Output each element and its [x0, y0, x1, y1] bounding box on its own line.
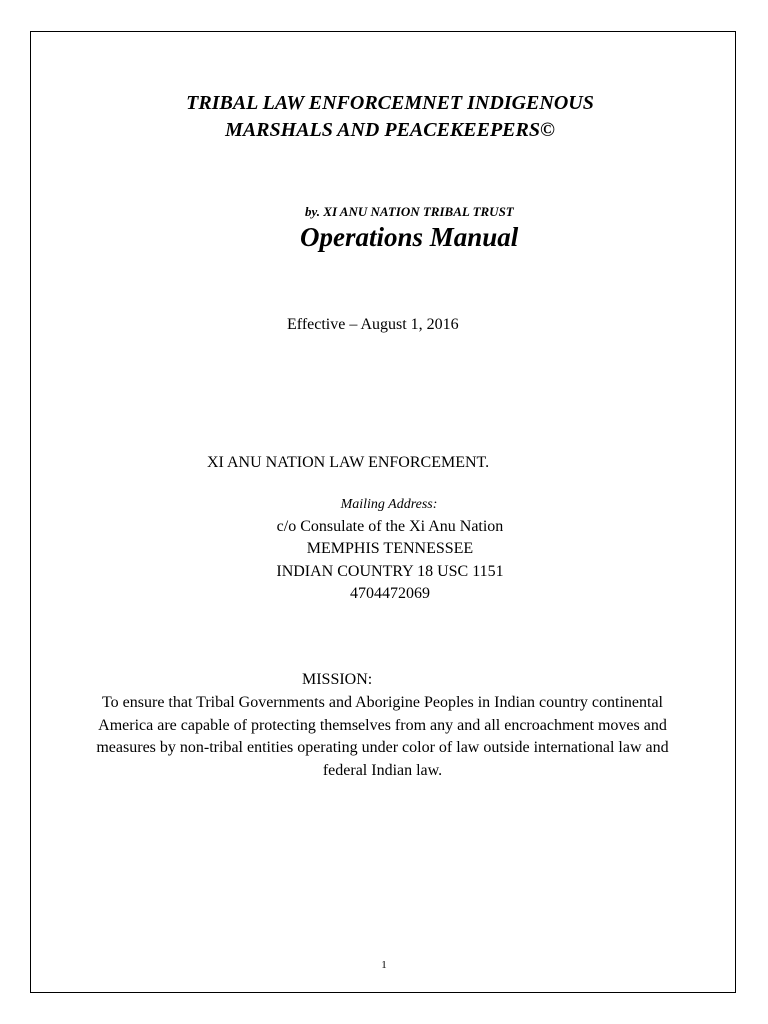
mailing-address-label: Mailing Address: [340, 497, 438, 512]
organization-name: XI ANU NATION LAW ENFORCEMENT. [207, 454, 490, 471]
phone-number: 4704472069 [350, 585, 430, 602]
document-title-line-1: TRIBAL LAW ENFORCEMNET INDIGENOUS [186, 92, 594, 114]
document-title-line-2: MARSHALS AND PEACEKEEPERS© [225, 119, 555, 141]
manual-title: Operations Manual [300, 222, 519, 252]
page-number: 1 [381, 959, 387, 971]
address-line: c/o Consulate of the Xi Anu Nation [276, 518, 504, 535]
effective-date: Effective – August 1, 2016 [287, 316, 459, 333]
address-line: INDIAN COUNTRY 18 USC 1151 [276, 563, 504, 580]
address-line: MEMPHIS TENNESSEE [306, 540, 474, 557]
mission-label: MISSION: [302, 671, 373, 688]
byline: by. XI ANU NATION TRIBAL TRUST [305, 204, 514, 219]
mission-statement: To ensure that Tribal Governments and Aborigine Peoples in Indian country continental America are capable of protecting themselves from any and all encroachment moves and measures by non-tribal entities operating under color of law outside international law and federal Indian law. [96, 694, 669, 779]
